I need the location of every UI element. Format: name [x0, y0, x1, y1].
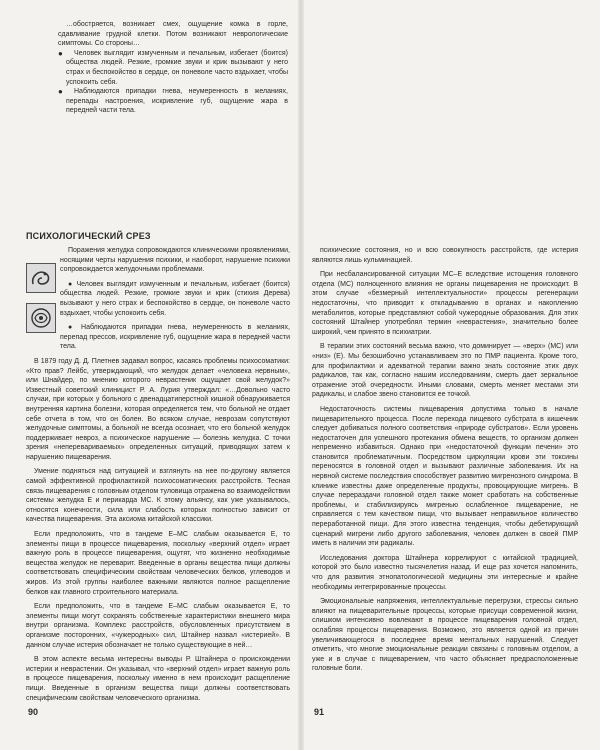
bullet-icon: ● [58, 48, 63, 58]
page-number-left: 90 [28, 707, 39, 718]
left-paragraph-7: Если предположить, что в тандеме Е–МС слабым оказывается Е, то элементы пищи могут сохранять собственные характеристики внешнего мира внутри организма. Комплекс расстройств, обусловленных присутствием в организме посторонних, «чужеродных» сил, Штайнер назвал «истерией». В данном случае истерия обозначает не только существующие в ней… [26, 603, 290, 649]
left-top-block [58, 20, 288, 116]
left-paragraph-1: Поражения желудка сопровождаются клиническими проявлениями, носящими черты нарушения психики, и наоборот, нарушение психики сопровождается желудочными проблемами. [60, 247, 290, 274]
bullet-icon: ● [58, 87, 63, 97]
left-paragraph-6: Если предположить, что в тандеме Е–МС слабым оказывается Е, то элементы пищи в процессе пищеварения, поскольку «верхний отдел» играет важную роль в процессе пищеварения, ощутят, что жизненно необходимые вещества желудок не переварит. Введенные в органы вещества пищи должны соответствовать специфическим свойствам человеческих белков, углеводов и жиров. Из этой группы наиболее важными являются полное расщепление белков как главного строительного материала. [26, 531, 290, 596]
left-paragraph-3: ● Наблюдаются припадки гнева, неумеренность в желаниях, перепад прессов, искривление губ, ощущение жара в передней части тела. [60, 324, 290, 351]
right-body [312, 246, 578, 679]
right-paragraph-6: Эмоциональные напряжения, интеллектуальные перегрузки, стрессы сильно влияют на пищеварительные процессы, которые присущи современной жизни, слишком интенсивно вовлекают в процессе пищеварения головной отдел, ослабляя процессы пищеварения. Возможно, это является одной из причин увеличивающегося в последнее время ментальных нарушений. Следует отметить, что многие эмоциональные реакции связаны с головным отделом, а уже и в случае с пищеварением, что часто объясняет предрасположенные головные боли. [312, 598, 578, 673]
right-paragraph-5: Исследования доктора Штайнера коррелируют с китайской традицией, которой это было известно тысячелетия назад. И еще раз хочется напомнить, что для развития этнопатологической медицины эти интересные и крайне необходимы интегрированные процессы. [312, 554, 578, 591]
left-paragraph-8: В этом аспекте весьма интересны выводы Р. Штайнера о происхождении истерии и неврастении. Он указывал, что «верхний отдел» играет важную роль в процессе пищеварения, поскольку именно в нем происходит расщепление пищи. Введенные в организм вещества пищи должны соответствовать специфическим свойствам человеческого организма. [26, 656, 290, 702]
book-gutter [298, 0, 304, 750]
right-paragraph-1: психические состояния, но и всю совокупность расстройств, где истерия являются лишь кульминацией. [312, 247, 578, 264]
right-page [312, 20, 578, 740]
left-top-bullet-2: Наблюдаются припадки гнева, неумеренность в желаниях, перепады настроения, искривление губ, ощущение жара в передней части тела. [66, 88, 288, 115]
left-paragraph-4: В 1879 году Д. Д. Плетнев задавал вопрос, касаясь проблемы психосоматики: «Кто прав? Лейбс, утверждающий, что желудок делает «человека нервным», или Шнайдер, по мнению которого неврастеник ощущает свой желудок?» Известный советский клиницист Р. А. Лурия утверждал: «…Довольно часто случаи, при которых у больного с двенадцатиперстной кишкой обнаруживается внутренняя картина болезни, которая определяется тем, что больной не отдает себе отчета в том, что он болен. Во всяком случае, неврозам сопутствуют желудочные симптомы, а больной не всегда осознает, что его больной желудок поддерживает невроз, а психическое нарушение — болезнь желудка. С точки зрения «неперевариваемых» определенных ситуаций, приводящих затем к нарушению пищеварения. [26, 357, 290, 461]
right-paragraph-3: В терапии этих состояний весьма важно, что доминирует — «верх» (МС) или «низ» (Е). Мы безошибочно устанавливаем это по ПМР пациента. Кроме того, для профилактики и адекватной терапии важно знать состояние этих двух радикалов, так как, согласно нашим исследованиям, смерть дает зеркальное отражение этой очередности. Иными словами, смерть меняет местами эти радикалы, и слабое звено становится ее точкой. [312, 343, 578, 399]
section-heading: ПСИХОЛОГИЧЕСКИЙ СРЕЗ [26, 231, 151, 241]
left-top-paragraph: …обостряется, возникает смех, ощущение комка в горле, сдавливание грудной клетки. Потом возникают неврологические симптомы. Со стороны… [58, 21, 288, 48]
page-number-right: 91 [314, 707, 325, 718]
right-paragraph-2: При несбалансированной ситуации МС–Е вследствие истощения головного отдела (МС) полноценного влияния не органы пищеварения не происходит. В этом случае «безмерный интеллектуальности» процессы регенерации недостаточны, что приводит к откладыванию в органах и накоплению метаболитов, которые представляют собой чужеродные образования. Для этих состояний Штайнер употреблял термин «неврастения», значительно более широкий, чем принято в психиатрии. [312, 271, 578, 336]
left-paragraph-5: Умение подняться над ситуацией и взглянуть на нее по-другому является самой эффективной профилактикой психосоматических расстройств. Тесная связь пищеварения с головным отделом туловища отражена во взаимодействии системы желудка Е и перикарда МС. К этому альянсу, как уже указывалось, относятся конечности, сила или слабость которых полностью зависит от качества пищеварения. Эта аксиома китайской классики. [26, 468, 290, 524]
left-body [26, 246, 290, 708]
left-page [26, 20, 290, 740]
left-top-bullet-1: Человек выглядит измученным и печальным, избегает (боится) общества людей. Резкие, громкие звуки и крик вызывают у него страх и беспокойство в сердце, он поневоле часто вздыхает, чтобы успокоить себя. [66, 49, 288, 86]
right-paragraph-4: Недостаточность системы пищеварения допустима только в начале пищеварительного процесса. После перехода пищевого субстрата в кишечник следует добиваться полного соответствия «природе субстратов». Если уровень недостаточен для успешного протекания обмена веществ, то организм должен непременно избавиться. Однако при «недостаточной функции печени» это становится проблематичным. Посредством циркуляции крови эти токсины переносятся в головной отдел и вызывают различные заболевания. Их на нервной системе последствия способствует развитию мигренозного синдрома. В клинике известны даже определенные продукты, провоцирующие мигрень. В случае перераздачи головной отдел также может сработать на собственные проблемы, и стабилизируясь мигренью ослабленное пищеварение, не справляется с тем качеством пищи, что вызывает неправильное количество переработанной пищи. Для этого известна тенденция, чтобы дебетирующий сценарий мигрени либо другого заболевания, человек должен в своей ПМР иметь в наличии эти радикалы. [312, 405, 578, 548]
left-paragraph-2: ● Человек выглядит измученным и печальным, избегает (боится) общества людей. Резкие, громкие звуки и крик (стихия Дерева) вызывают у него страх и беспокойство в сердце, он поневоле часто вздыхает, чтобы успокоить себя. [60, 280, 290, 317]
